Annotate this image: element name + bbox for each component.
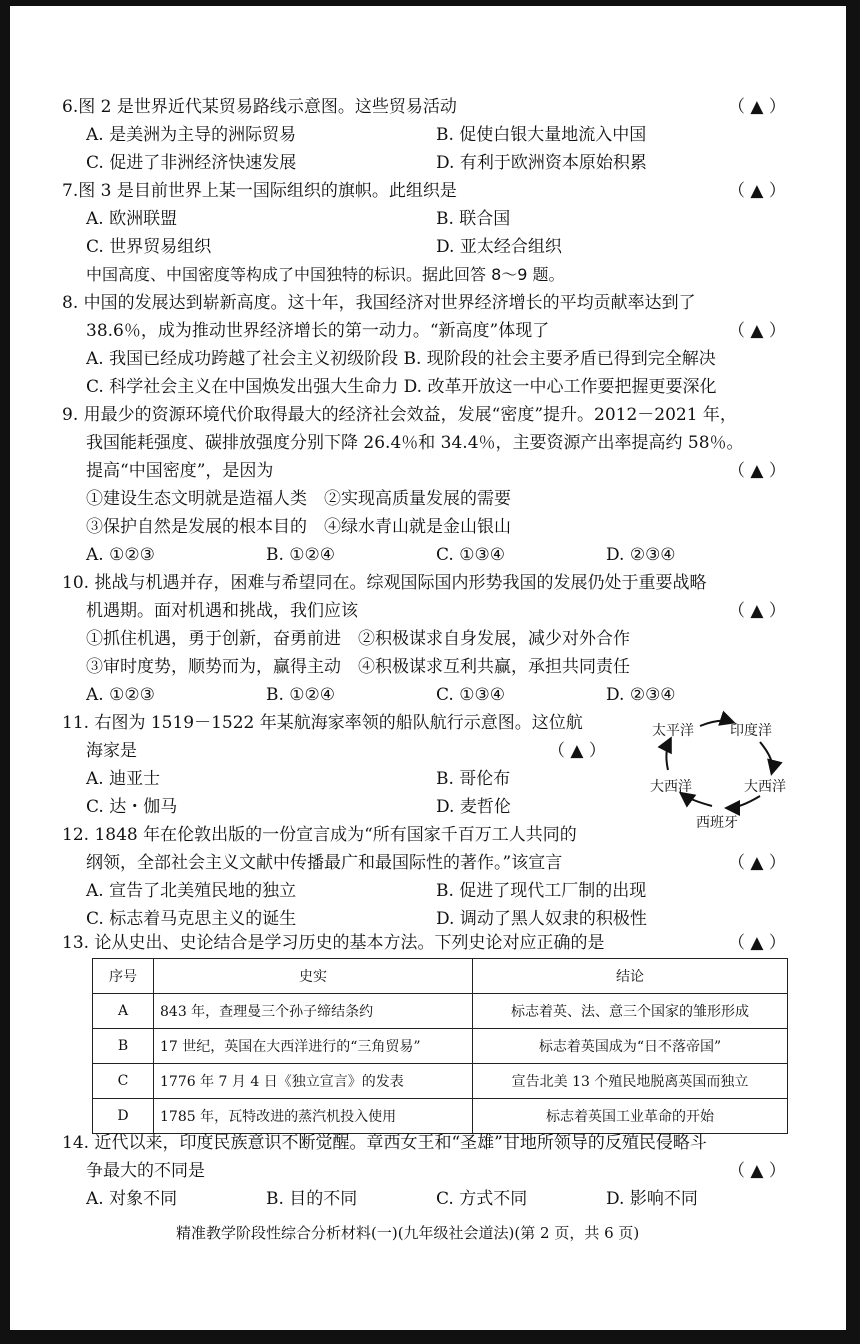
- question-6-stem: 6.图 2 是世界近代某贸易路线示意图。这些贸易活动: [62, 97, 457, 117]
- question-11-stem-cont: 海家是: [86, 741, 137, 761]
- table-cell: 1776 年 7 月 4 日《独立宣言》的发表: [154, 1064, 473, 1099]
- table-cell: 标志着英、法、意三个国家的雏形形成: [473, 994, 788, 1029]
- statements-1-2: ①建设生态文明就是造福人类 ②实现高质量发展的需要: [86, 489, 511, 509]
- question-12-stem: 12. 1848 年在伦敦出版的一份宣言成为“所有国家千百万工人共同的: [62, 825, 577, 845]
- statements-1-2: ①抓住机遇，勇于创新，奋勇前进 ②积极谋求自身发展，减少对外合作: [86, 629, 630, 649]
- statements-3-4: ③审时度势，顺势而为，赢得主动 ④积极谋求互利共赢，承担共同责任: [86, 657, 630, 677]
- question-12-stem-cont: 纲领，全部社会主义文献中传播最广和最国际性的著作。”该宣言: [86, 853, 563, 873]
- answer-placeholder: （ ▲ ）: [728, 601, 786, 621]
- option-a: A. 对象不同: [86, 1189, 178, 1209]
- table-row: [93, 1064, 788, 1099]
- table-cell: 标志着英国工业革命的开始: [473, 1099, 788, 1134]
- history-table: [92, 958, 788, 1134]
- question-8-stem-cont: 38.6％，成为推动世界经济增长的第一动力。“新高度”体现了: [86, 321, 550, 341]
- table-cell: 1785 年，瓦特改进的蒸汽机投入使用: [154, 1099, 473, 1134]
- answer-placeholder: （ ▲ ）: [728, 97, 786, 117]
- map-label-atlantic-west: 大西洋: [650, 779, 692, 795]
- table-header-row: [93, 959, 788, 994]
- question-7-stem: 7.图 3 是目前世界上某一国际组织的旗帜。此组织是: [62, 181, 457, 201]
- table-cell: D: [93, 1099, 154, 1134]
- option-a: A. 迪亚士: [86, 769, 161, 789]
- question-11-stem: 11. 右图为 1519－1522 年某航海家率领的船队航行示意图。这位航: [62, 713, 583, 733]
- question-14-stem-cont: 争最大的不同是: [86, 1161, 205, 1181]
- map-label-pacific: 太平洋: [652, 723, 694, 739]
- option-b: B. ①②④: [266, 545, 336, 565]
- table-cell: 宣告北美 13 个殖民地脱离英国而独立: [473, 1064, 788, 1099]
- option-b: B. 促使白银大量地流入中国: [436, 125, 647, 145]
- table-row: [93, 994, 788, 1029]
- answer-placeholder: （ ▲ ）: [728, 461, 786, 481]
- table-cell: C: [93, 1064, 154, 1099]
- option-d: D. ②③④: [606, 685, 676, 705]
- table-cell: 843 年，查理曼三个孙子缔结条约: [154, 994, 473, 1029]
- option-d: D. 调动了黑人奴隶的积极性: [436, 909, 647, 929]
- voyage-diagram: [640, 700, 810, 830]
- statements-3-4: ③保护自然是发展的根本目的 ④绿水青山就是金山银山: [86, 517, 511, 537]
- answer-placeholder: （ ▲ ）: [728, 933, 786, 953]
- table-header: 序号: [93, 959, 154, 994]
- question-13-stem: 13. 论从史出、史论结合是学习历史的基本方法。下列史论对应正确的是: [62, 933, 605, 953]
- option-a: A. 欧洲联盟: [86, 209, 178, 229]
- option-d: D. ②③④: [606, 545, 676, 565]
- table-row: [93, 1029, 788, 1064]
- answer-placeholder: （ ▲ ）: [728, 853, 786, 873]
- question-14-stem: 14. 近代以来，印度民族意识不断觉醒。章西女王和“圣雄”甘地所领导的反殖民侵略斗: [62, 1133, 707, 1153]
- option-c: C. 达・伽马: [86, 797, 178, 817]
- table-cell: 标志着英国成为“日不落帝国”: [473, 1029, 788, 1064]
- option-c: C. 促进了非洲经济快速发展: [86, 153, 297, 173]
- option-a: A. 是美洲为主导的洲际贸易: [86, 125, 297, 145]
- map-label-indian-ocean: 印度洋: [730, 723, 772, 739]
- question-10-stem-cont: 机遇期。面对机遇和挑战，我们应该: [86, 601, 358, 621]
- option-d: D. 亚太经合组织: [436, 237, 562, 257]
- answer-placeholder: （ ▲ ）: [548, 741, 606, 761]
- table-cell: B: [93, 1029, 154, 1064]
- option-c: C. 标志着马克思主义的诞生: [86, 909, 297, 929]
- option-b: B. 哥伦布: [436, 769, 511, 789]
- answer-placeholder: （ ▲ ）: [728, 321, 786, 341]
- option-d: D. 麦哲伦: [436, 797, 511, 817]
- option-b: B. 联合国: [436, 209, 511, 229]
- option-a: A. ①②③: [86, 685, 155, 705]
- option-b: B. 促进了现代工厂制的出现: [436, 881, 647, 901]
- option-c: C. ①③④: [436, 685, 505, 705]
- question-10-stem: 10. 挑战与机遇并存，困难与希望同在。综观国际国内形势我国的发展仍处于重要战略: [62, 573, 707, 593]
- page-footer: 精准教学阶段性综合分析材料(一)(九年级社会道法)(第 2 页，共 6 页): [176, 1224, 640, 1242]
- option-d: D. 有利于欧洲资本原始积累: [436, 153, 647, 173]
- section-intro: 中国高度、中国密度等构成了中国独特的标识。据此回答 8～9 题。: [86, 265, 565, 284]
- table-cell: A: [93, 994, 154, 1029]
- option-d: D. 影响不同: [606, 1189, 698, 1209]
- options-a-b: A. 我国已经成功跨越了社会主义初级阶段 B. 现阶段的社会主要矛盾已得到完全解决: [86, 349, 716, 369]
- option-a: A. ①②③: [86, 545, 155, 565]
- question-9-stem-cont: 我国能耗强度、碳排放强度分别下降 26.4％和 34.4％，主要资源产出率提高约 58％。: [86, 433, 744, 453]
- option-b: B. ①②④: [266, 685, 336, 705]
- option-c: C. 世界贸易组织: [86, 237, 212, 257]
- table-header: 史实: [154, 959, 473, 994]
- answer-placeholder: （ ▲ ）: [728, 181, 786, 201]
- question-8-stem: 8. 中国的发展达到崭新高度。这十年，我国经济对世界经济增长的平均贡献率达到了: [62, 293, 696, 313]
- map-label-spain: 西班牙: [696, 815, 738, 831]
- question-9-stem: 9. 用最少的资源环境代价取得最大的经济社会效益，发展“密度”提升。2012－2021 年，: [62, 405, 737, 425]
- table-row: [93, 1099, 788, 1134]
- map-label-atlantic-east: 大西洋: [744, 779, 786, 795]
- table-cell: 17 世纪，英国在大西洋进行的“三角贸易”: [154, 1029, 473, 1064]
- option-b: B. 目的不同: [266, 1189, 358, 1209]
- answer-placeholder: （ ▲ ）: [728, 1161, 786, 1181]
- table-header: 结论: [473, 959, 788, 994]
- options-c-d: C. 科学社会主义在中国焕发出强大生命力 D. 改革开放这一中心工作要把握更要深化: [86, 377, 717, 397]
- question-9-stem-end: 提高“中国密度”，是因为: [86, 461, 274, 481]
- option-c: C. ①③④: [436, 545, 505, 565]
- option-a: A. 宣告了北美殖民地的独立: [86, 881, 297, 901]
- option-c: C. 方式不同: [436, 1189, 528, 1209]
